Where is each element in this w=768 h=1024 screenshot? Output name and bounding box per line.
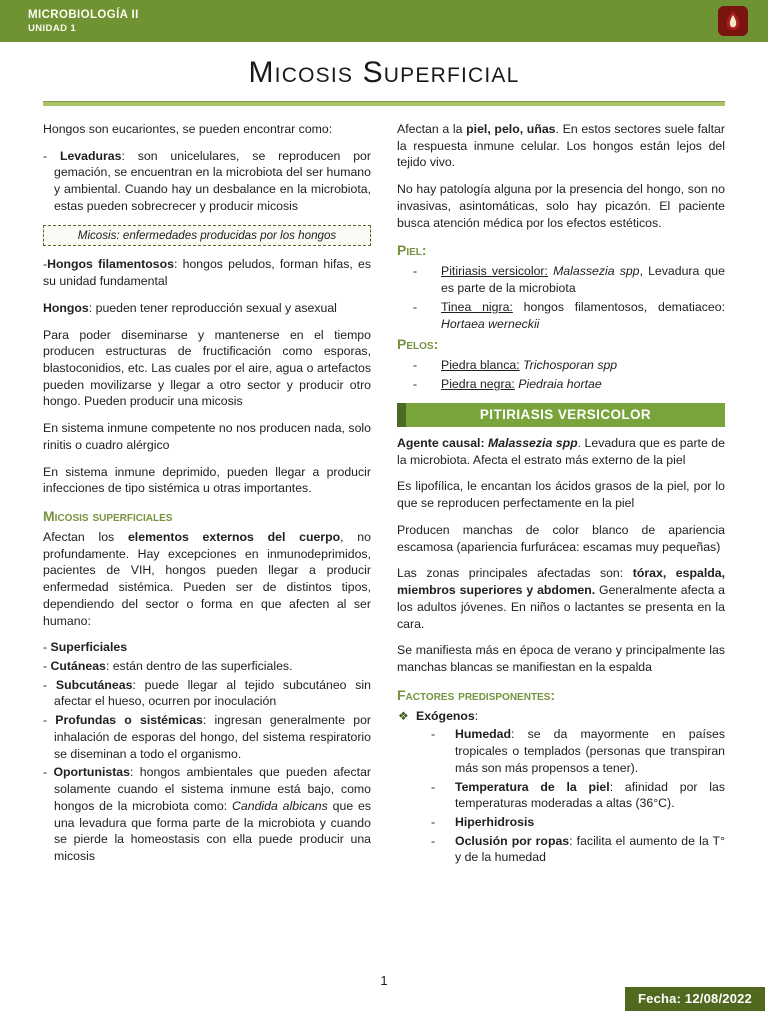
- paragraph-intro: Hongos son eucariontes, se pueden encontrar como:: [43, 122, 333, 136]
- list-item-text: Tinea nigra: hongos filamentosos, dematiaceo: Hortaea werneckii: [441, 299, 725, 331]
- paragraph-inmune-deprimido: En sistema inmune deprimido, pueden llegar a producir infecciones de tipo sistémica u otras importantes.: [43, 464, 371, 496]
- paragraph-piel-pelo-unas: Afectan a la piel, pelo, uñas. En estos sectores suele faltar la respuesta inmune celular. Los hongos están lejos del tejido vivo.: [397, 122, 725, 170]
- list-item-piedra-negra: [397, 376, 725, 393]
- date-badge: Fecha: 12/08/2022: [625, 987, 765, 1011]
- unit-label: UNIDAD 1: [28, 22, 77, 34]
- paragraph-filamentosos: -Hongos filamentosos: hongos peludos, forman hifas, es su unidad fundamental: [43, 257, 371, 289]
- list-item-text: Piedra negra: Piedraia hortae: [441, 376, 602, 391]
- list-item-oclusion: [397, 833, 725, 866]
- right-column: [397, 121, 725, 868]
- list-item-superficiales: - Superficiales: [43, 640, 128, 655]
- dash-bullet: -: [413, 358, 418, 373]
- dash-bullet: -: [431, 833, 436, 848]
- list-item-text: Temperatura de la piel: afinidad por las temperaturas moderadas a altas (36°C).: [455, 779, 725, 811]
- section-heading-factores: Factores predisponentes:: [397, 686, 556, 703]
- dash-bullet: -: [431, 779, 436, 794]
- list-item-pitiriasis: [397, 263, 725, 296]
- list-item-text: Exógenos:: [416, 708, 479, 723]
- list-item-humedad: [397, 726, 725, 776]
- list-item-exogenos: [397, 708, 725, 725]
- university-crest-icon: [718, 6, 748, 36]
- list-item-hiperhidrosis: [397, 814, 725, 831]
- diamond-bullet-icon: ❖: [398, 708, 409, 723]
- list-item-temperatura: [397, 779, 725, 812]
- page-header: [0, 0, 768, 42]
- section-heading-pelos: Pelos:: [397, 336, 439, 353]
- list-item-piedra-blanca: [397, 357, 725, 374]
- list-item-text: Hiperhidrosis: [455, 815, 535, 830]
- list-item-cutaneas: - Cutáneas: están dentro de las superficiales.: [43, 659, 293, 674]
- dash-bullet: -: [413, 264, 418, 279]
- dash-bullet: -: [431, 815, 436, 830]
- paragraph-agente-causal: Agente causal: Malassezia spp. Levadura que es parte de la microbiota. Afecta el estrato más externo de la piel: [397, 436, 725, 467]
- paragraph-inmune-competente: En sistema inmune competente no nos producen nada, solo rinitis o cuadro alérgico: [43, 421, 371, 452]
- dash-bullet: -: [413, 299, 418, 314]
- paragraph-no-patologia: No hay patología alguna por la presencia del hongo, son no invasivas, asintomáticas, solo hay picazón. El paciente busca atención médica por los efectos estéticos.: [397, 182, 725, 230]
- section-heading-micosis-superficiales: Micosis superficiales: [43, 507, 173, 524]
- list-item-levaduras: - Levaduras: son unicelulares, se reproducen por gemación, se encuentran en la microbiota del ser humano y ambiental. Cuando hay un desbalance en la microbiota, estas pueden sobrecrecer y producir micosis: [43, 148, 371, 213]
- paragraph-lipofilica: Es lipofílica, le encantan los ácidos grasos de la piel, por lo que se reproducen perfectamente en la piel: [397, 479, 725, 511]
- header-text-block: [28, 9, 139, 34]
- paragraph-verano: Se manifiesta más en época de verano y principalmente las manchas blancas se manifiestan en la espalda: [397, 643, 725, 674]
- page-number: 1: [380, 973, 388, 988]
- dash-bullet: -: [413, 376, 418, 391]
- list-item-text: Oclusión por ropas: facilita el aumento de la T° y de la humedad: [455, 833, 725, 865]
- paragraph-afectan-elementos: Afectan los elementos externos del cuerpo, no profundamente. Hay excepciones en inmunodeprimidos, pacientes de VIH, hongos pueden llegar a producir enfermedad sistémica. Pueden ser de distintos tipos, dependiendo del sector o forma en que afecten al ser humano:: [43, 530, 371, 628]
- list-item-oportunistas: - Oportunistas: hongos ambientales que pueden afectar solamente cuando el sistema inmune está bajo, como hongos de la microbiota como: Candida albicans que es una levadura que forma parte de la microbiota y cuando se pierde la homeostasis con ella puede producir una micosis: [43, 765, 372, 863]
- list-item-profundas: - Profundas o sistémicas: ingresan generalmente por inhalación de esporas del hongo, del sistema respiratorio se diseminan a todo el organismo.: [43, 713, 372, 761]
- list-item-tinea-nigra: [397, 299, 725, 332]
- left-column: [43, 121, 371, 868]
- paragraph-zonas-afectadas: Las zonas principales afectadas son: tórax, espalda, miembros superiores y abdomen. Generalmente afecta a los adultos jóvenes. En niños o lactantes se presenta en la cara.: [397, 566, 726, 631]
- paragraph-hongos-reproduccion: Hongos: pueden tener reproducción sexual y asexual: [43, 300, 337, 315]
- page-title: Micosis Superficial: [248, 56, 520, 89]
- section-banner-pitiriasis-versicolor: PITIRIASIS VERSICOLOR: [397, 403, 725, 427]
- section-heading-piel: Piel:: [397, 242, 427, 259]
- title-divider: [43, 101, 725, 106]
- course-title: MICROBIOLOGÍA II: [28, 8, 139, 21]
- list-item-text: Humedad: se da mayormente en países tropicales o templados (personas que transpiran más son más propensos a tener).: [455, 727, 725, 775]
- list-item-subcutaneas: - Subcutáneas: puede llegar al tejido subcutáneo sin afectar el hueso, ocurren por inoculación: [43, 677, 371, 709]
- list-item-text: Pitiriasis versicolor: Malassezia spp, Levadura que es parte de la microbiota: [441, 264, 725, 296]
- paragraph-manchas: Producen manchas de color blanco de apariencia escamosa (apariencia furfurácea: escamas muy pequeñas): [397, 522, 725, 554]
- definition-box: Micosis: enfermedades producidas por los hongos: [43, 225, 371, 247]
- paragraph-diseminacion: Para poder diseminarse y mantenerse en el tiempo producen estructuras de fructificación como esporas, blastoconidios, etc. Las cuales por el aire, agua o artefactos pueden movilizarse y llegar a otro sector y producir otro hongo. Pueden producir una micosis: [43, 327, 371, 409]
- dash-bullet: -: [431, 727, 436, 742]
- list-item-text: Piedra blanca: Trichosporan spp: [441, 358, 618, 373]
- two-column-body: [43, 121, 725, 868]
